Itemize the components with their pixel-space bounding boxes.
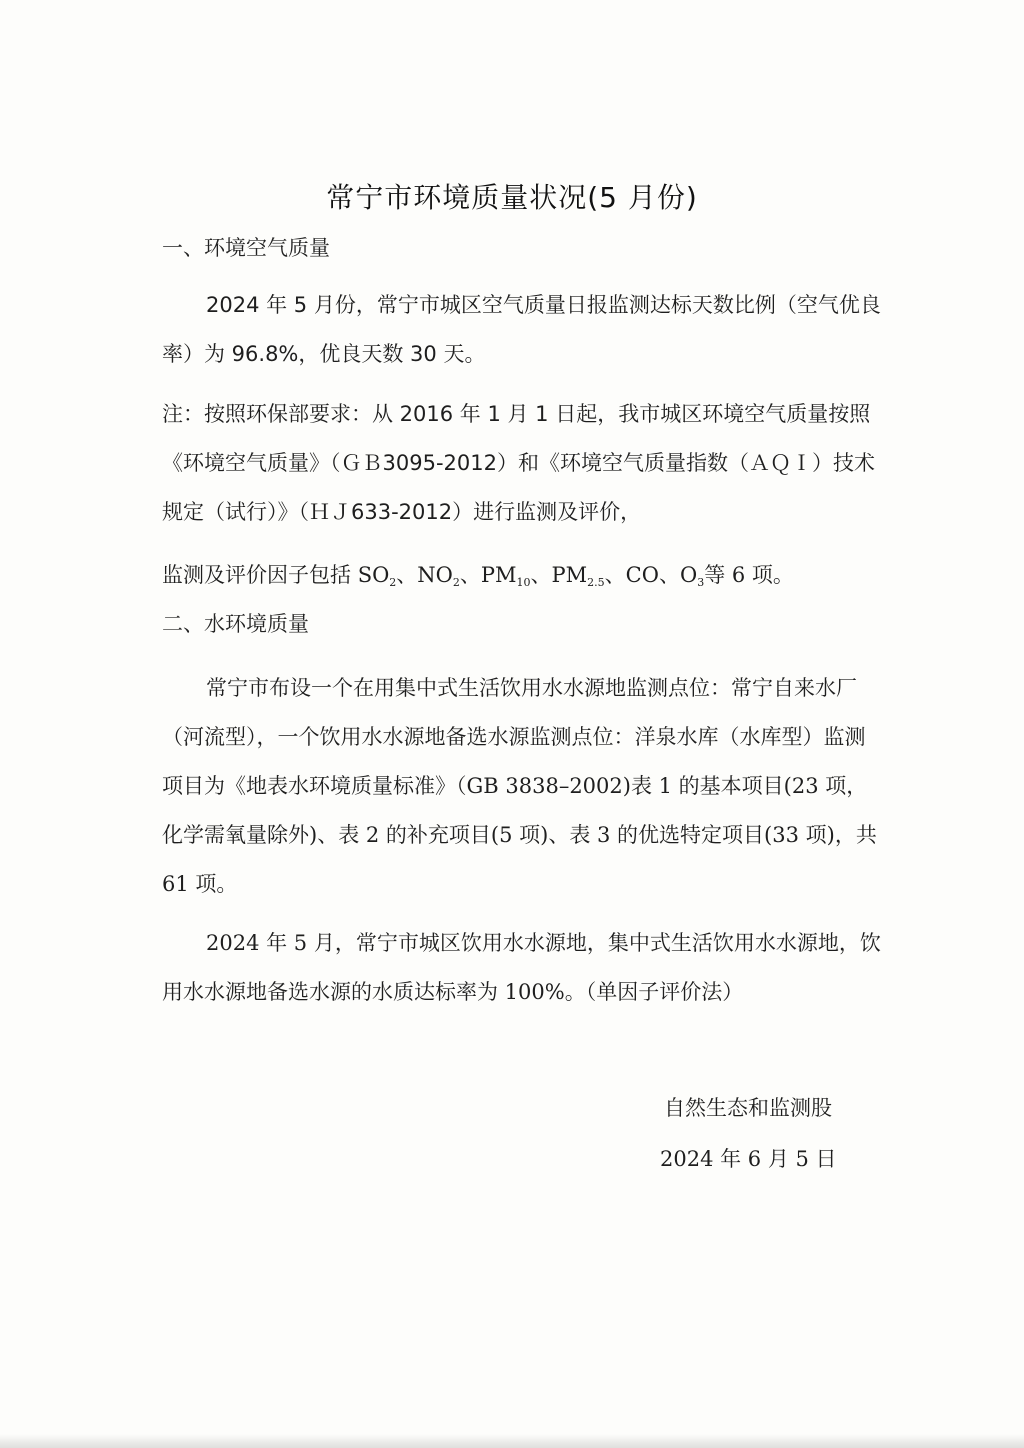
section-heading-water: 二、水环境质量 [162,612,309,636]
no2-label: $NO_2$ [417,563,460,589]
pollutant-prefix: 监测及评价因子包括 [162,563,358,587]
signature-department: 自然生态和监测股 [664,1096,832,1120]
air-quality-paragraph: 2024 年 5 月份，常宁市城区空气质量日报监测达标天数比例（空气优良率）为 96.8%，优良天数 30 天。 [162,293,881,366]
o3-label: $O_3$ [679,563,705,589]
pm25-label: $PM_{2.5}$ [551,563,605,589]
water-monitoring-paragraph: 常宁市布设一个在用集中式生活饮用水水源地监测点位：常宁自来水厂（河流型），一个饮用水水源地备选水源监测点位：洋泉水库（水库型）监测项目为《地表水环境质量标准》（GB 3838–2002)表 1 的基本项目(23 项，化学需氧量除外)、表 2 的补充项目(5 项)、表 3 的优选特定项目(33 项)，共 61 项。 [162,676,877,896]
section-heading-air: 一、环境空气质量 [162,236,330,260]
water-result-paragraph: 2024 年 5 月，常宁市城区饮用水水源地，集中式生活饮用水水源地，饮用水水源地备选水源的水质达标率为 100%。（单因子评价法） [162,931,881,1004]
note-paragraph: 注：按照环保部要求：从 2016 年 1 月 1 日起，我市城区环境空气质量按照《环境空气质量》（ＧＢ3095-2012）和《环境空气质量指数（ＡＱＩ）技术规定（试行）》（ＨＪ633-2012）进行监测及评价， [162,402,875,524]
co-label: CO [625,563,659,587]
document-title: 常宁市环境质量状况(5 月份) [326,181,698,214]
pollutant-suffix: 等 6 项。 [704,563,794,587]
scan-edge-shadow [0,1434,1024,1448]
pollutant-factors-line: 监测及评价因子包括 $SO_2$、$NO_2$、$PM_{10}$、$PM_{2.5}$、CO、$O_3$等 6 项。 [162,563,794,589]
so2-label: $SO_2$ [357,563,397,589]
signature-date: 2024 年 6 月 5 日 [660,1147,837,1171]
pm10-label: $PM_{10}$ [480,563,531,589]
